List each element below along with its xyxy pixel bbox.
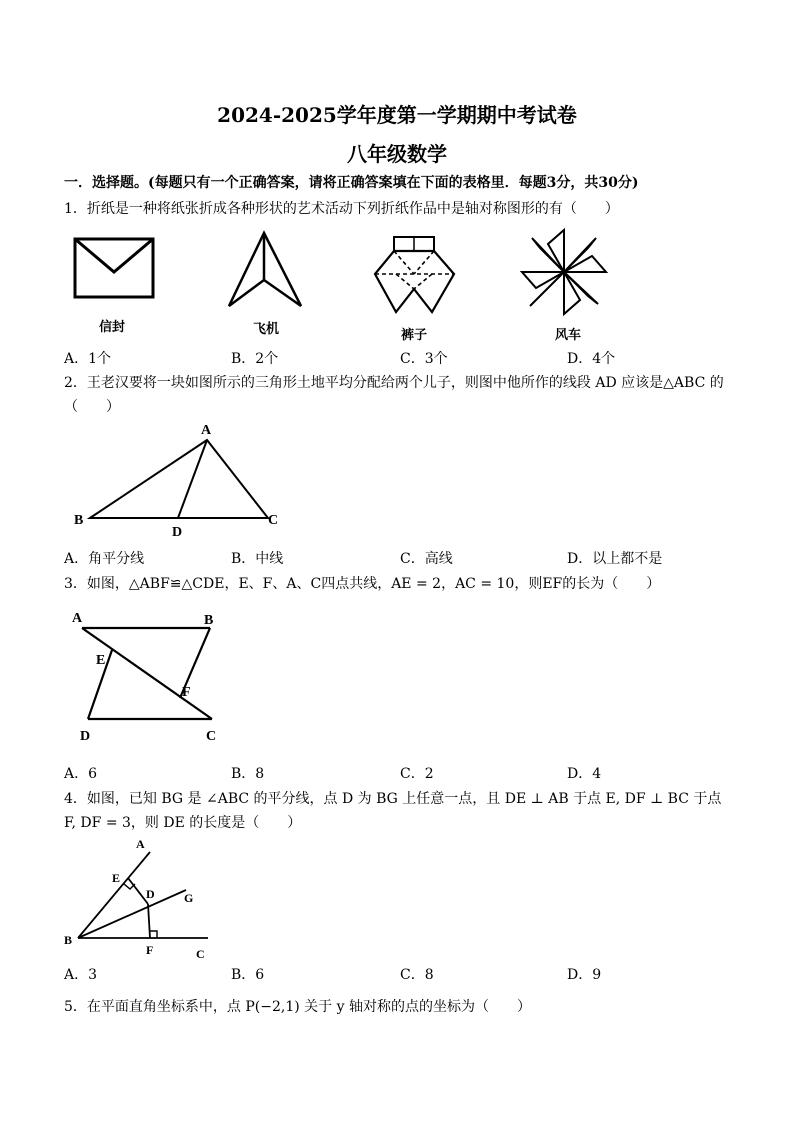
q4-label-b: B [64, 933, 73, 947]
q4-label-g: G [184, 891, 194, 905]
q1-option-d[interactable]: D．4个 [567, 351, 616, 367]
section-heading: 一．选择题。(每题只有一个正确答案，请将正确答案填在下面的表格里．每题3分，共30分) [64, 175, 639, 191]
q4-label-c: C [196, 947, 205, 961]
q1-figure-label: 飞机 [252, 322, 279, 337]
q4-option-d[interactable]: D．9 [567, 967, 602, 983]
q2-option-b[interactable]: B．中线 [231, 551, 284, 567]
q2-triangle-figure [70, 420, 290, 546]
q2-label-d: D [172, 525, 183, 540]
q1-figure-airplane [226, 230, 306, 314]
q4-option-b[interactable]: B．6 [231, 967, 265, 983]
q3-label-c: C [206, 729, 217, 744]
q1-figure-pinwheel [518, 226, 610, 322]
q2-option-d[interactable]: D．以上都不是 [567, 551, 663, 567]
question-4-line-1: 4．如图，已知 BG 是 ∠ABC 的平分线，点 D 为 BG 上任意一点，且 DE ⊥ AB 于点 E, DF ⊥ BC 于点 [64, 791, 722, 807]
q2-label-c: C [268, 513, 279, 528]
q1-figure-pants [372, 234, 458, 324]
q2-label-a: A [201, 423, 212, 438]
question-1-text: 1．折纸是一种将纸张折成各种形状的艺术活动下列折纸作品中是轴对称图形的有（ ） [64, 201, 619, 217]
q4-label-d: D [146, 887, 155, 901]
question-3-text: 3．如图，△ABF≌△CDE，E、F、A、C四点共线，AE = 2，AC = 10，则EF的长为（ ） [64, 576, 661, 592]
q3-label-a: A [72, 611, 83, 626]
exam-subtitle: 八年级数学 [347, 142, 447, 166]
q4-label-f: F [146, 943, 154, 957]
q4-label-a: A [136, 837, 145, 851]
exam-title: 2024-2025学年度第一学期期中考试卷 [217, 103, 577, 127]
q4-figure [58, 834, 228, 968]
q1-option-a[interactable]: A．1个 [64, 351, 112, 367]
q3-label-e: E [96, 653, 106, 668]
q4-label-e: E [112, 871, 121, 885]
q3-option-b[interactable]: B．8 [231, 766, 265, 782]
question-5-text: 5．在平面直角坐标系中，点 P(−2,1) 关于 y 轴对称的点的坐标为（ ） [64, 999, 531, 1015]
q3-label-b: B [204, 613, 214, 628]
q4-option-a[interactable]: A．3 [64, 967, 98, 983]
q1-option-c[interactable]: C．3个 [400, 351, 448, 367]
q3-label-f: F [182, 685, 191, 700]
q4-option-c[interactable]: C．8 [400, 967, 434, 983]
q1-figure-label: 信封 [98, 320, 125, 335]
q3-label-d: D [80, 729, 91, 744]
q1-figure-label: 裤子 [400, 328, 427, 343]
question-4-line-2: F, DF = 3，则 DE 的长度是（ ） [64, 815, 302, 831]
q3-option-d[interactable]: D．4 [567, 766, 602, 782]
q2-option-a[interactable]: A．角平分线 [64, 551, 145, 567]
q3-option-a[interactable]: A．6 [64, 766, 98, 782]
q3-option-c[interactable]: C．2 [400, 766, 434, 782]
question-2-paren: （ ） [64, 399, 120, 415]
question-2-text: 2．王老汉要将一块如图所示的三角形土地平均分配给两个儿子，则图中他所作的线段 AD 应该是△ABC 的 [64, 375, 724, 391]
q2-option-c[interactable]: C．高线 [400, 551, 453, 567]
q2-label-b: B [74, 513, 84, 528]
q3-figure [64, 606, 254, 752]
q1-figure-envelope [72, 236, 158, 306]
q1-option-b[interactable]: B．2个 [231, 351, 279, 367]
q1-figure-label: 风车 [554, 328, 581, 343]
